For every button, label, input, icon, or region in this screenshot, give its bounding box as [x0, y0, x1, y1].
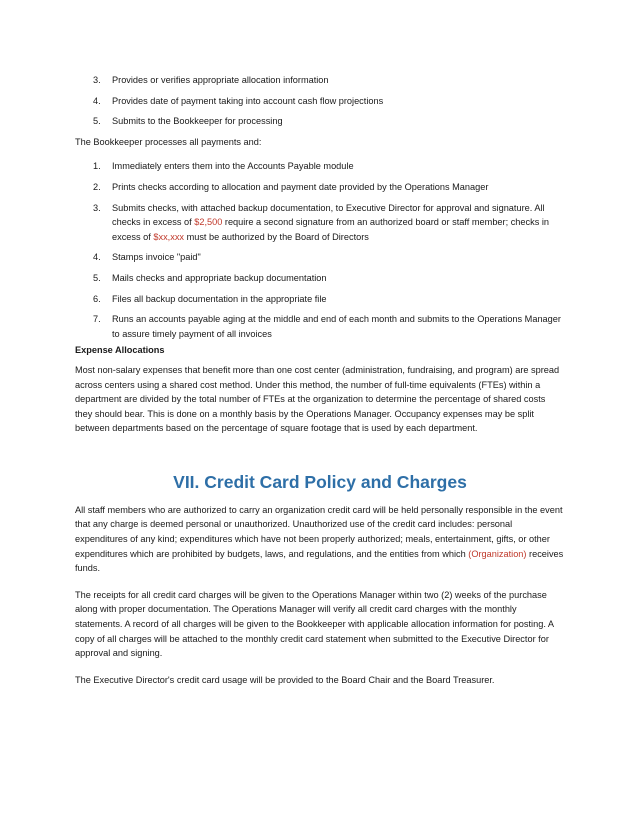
list-item	[75, 159, 565, 174]
organization-placeholder: (Organization)	[468, 548, 527, 559]
list-item	[75, 250, 565, 265]
list-number: 4.	[93, 252, 101, 263]
list-text: Files all backup documentation in the appropriate file	[112, 293, 327, 304]
list-item	[75, 114, 565, 129]
list-item	[75, 94, 565, 109]
list-text: Provides date of payment taking into account cash flow projections	[112, 95, 384, 106]
document-page	[75, 70, 565, 687]
signature-threshold-amount: $2,500	[194, 217, 223, 228]
list-number: 6.	[93, 293, 101, 304]
list-number: 5.	[93, 272, 101, 283]
credit-card-paragraph-1	[75, 503, 565, 576]
list-text: Provides or verifies appropriate allocation information	[112, 75, 329, 85]
list-text: Submits to the Bookkeeper for processing	[112, 116, 283, 127]
list-item	[75, 312, 565, 341]
expense-allocations-body: Most non-salary expenses that benefit more than one cost center (administration, fundraising, and program) are spread across centers using a shared cost method. Under this method, the number of full-time equivalents (FTEs) within a department are divided by the total number of FTEs at the organization to determine the percentage of shared costs they should bear. This is done on a monthly basis by the Operations Manager. Occupancy expenses may be split between departments based on the percentage of square footage that is used by each department.	[75, 364, 560, 434]
list-number: 3.	[93, 75, 101, 85]
procurement-steps-list	[75, 73, 565, 129]
list-number: 1.	[93, 161, 101, 172]
credit-card-paragraph-2: The receipts for all credit card charges will be given to the Operations Manager within two (2) weeks of the purchase along with proper documentation. The Operations Manager will verify all credit card charges with the monthly statements. A record of all charges will be given to the Bookkeeper with applicable allocation information for posting. A copy of all charges will be attached to the monthly credit card statement when submitted to the Executive Director for approval and signing.	[75, 589, 554, 659]
list-number: 2.	[93, 181, 101, 192]
list-number: 3.	[93, 202, 101, 213]
list-text: Immediately enters them into the Accounts Payable module	[112, 161, 354, 172]
list-text: Mails checks and appropriate backup documentation	[112, 272, 327, 283]
list-item	[75, 271, 565, 286]
list-text-part: Submits checks, with attached backup documentation, to Executive Director for approval and signature. All checks in excess of	[112, 202, 545, 228]
paragraph-text: receives funds.	[75, 548, 564, 574]
list-text: Prints checks according to allocation and payment date provided by the Operations Manager	[112, 181, 489, 192]
list-text	[112, 203, 549, 242]
credit-card-paragraph-3: The Executive Director's credit card usage will be provided to the Board Chair and the Board Treasurer.	[75, 674, 495, 685]
list-number: 5.	[93, 116, 101, 127]
list-item	[75, 201, 565, 245]
list-text-part: must be authorized by the Board of Directors	[184, 231, 369, 242]
list-item	[75, 180, 565, 195]
bookkeeper-intro: The Bookkeeper processes all payments and:	[75, 136, 262, 147]
list-item	[75, 292, 565, 307]
bookkeeper-steps-list	[75, 159, 565, 341]
board-threshold-amount: $xx,xxx	[153, 231, 185, 242]
list-text-part: require a second signature from an authorized board or staff member; checks in excess of	[112, 217, 549, 242]
section-title: VII. Credit Card Policy and Charges	[173, 471, 467, 492]
list-number: 4.	[93, 95, 101, 106]
list-item	[75, 73, 565, 88]
list-number: 7.	[93, 314, 101, 325]
expense-allocations-heading: Expense Allocations	[75, 345, 165, 356]
list-text: Stamps invoice "paid"	[112, 252, 201, 263]
paragraph-text: All staff members who are authorized to carry an organization credit card will be held personally responsible in the event that any charge is deemed personal or unauthorized. Unauthorized use of the credit card includes: personal expenditures of any kind; expenditures which have not been properly authorized; meals, entertainment, gifts, or other expenditures which are prohibited by budgets, laws, and regulations, and the entities from which	[75, 504, 563, 559]
list-text: Runs an accounts payable aging at the middle and end of each month and submits to the Operations Manager to assure timely payment of all invoices	[112, 314, 561, 339]
